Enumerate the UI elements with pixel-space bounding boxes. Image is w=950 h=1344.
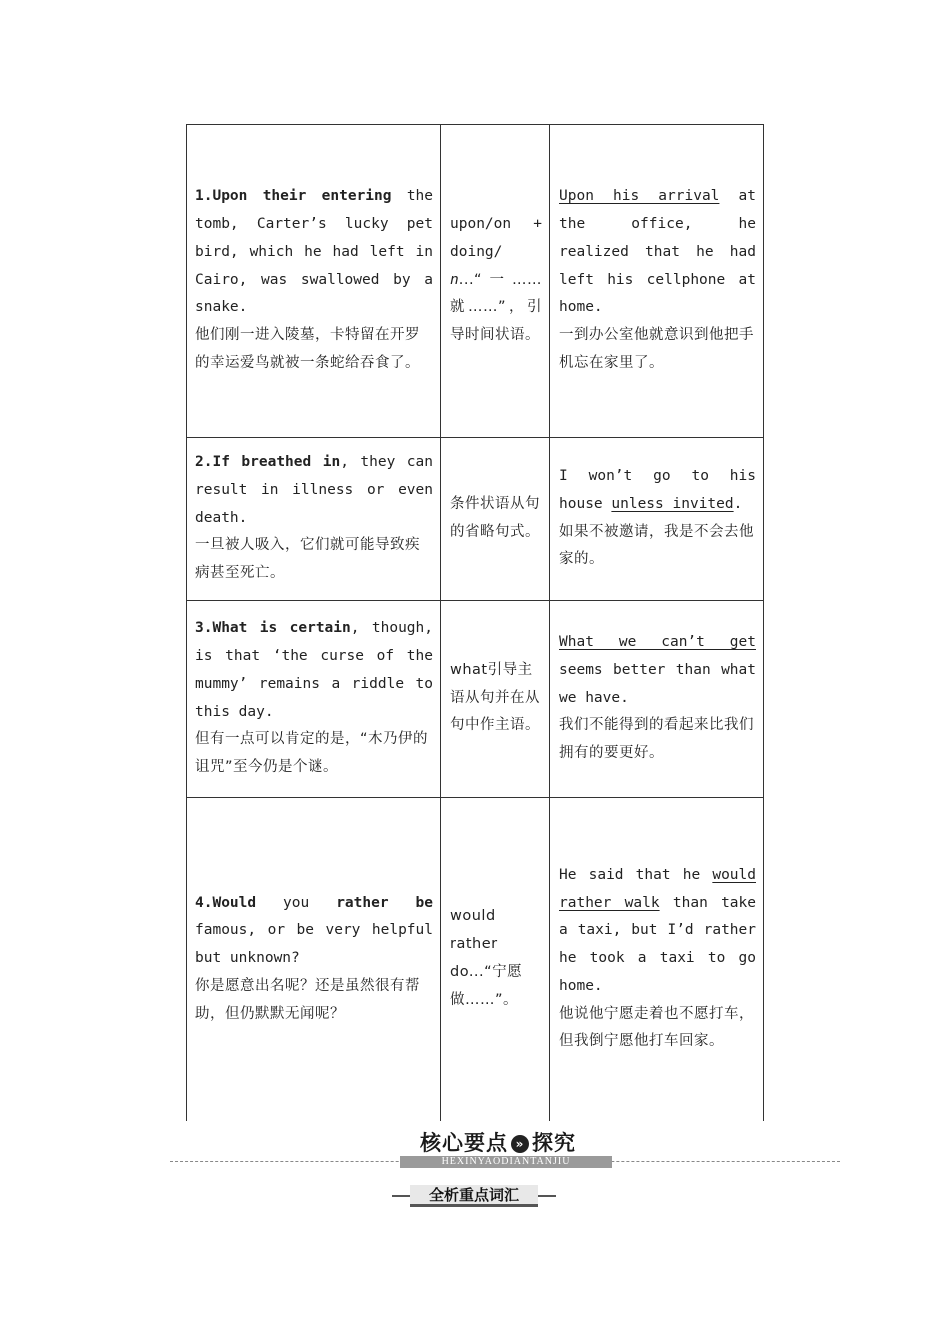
- section-pinyin: HEXINYAODIANTANJIU: [400, 1156, 612, 1168]
- example-translation: 但有一点可以肯定的是，“木乃伊的诅咒”至今仍是个谜。: [195, 731, 429, 776]
- example-sentence: 1.Upon their entering the tomb, Carter’s lucky pet bird, which he had left in Cairo, was swallowed by a snake.: [195, 188, 434, 316]
- grammar-table: [186, 124, 764, 1121]
- double-arrow-icon: »: [511, 1135, 529, 1153]
- usage-example: I won’t go to his house unless invited. 如果不被邀请，我是不会去他家的。: [559, 467, 756, 568]
- subsection-title: 全析重点词汇: [410, 1185, 538, 1207]
- example-sentence: 2.If breathed in, they can result in illness or even death.: [195, 454, 433, 526]
- example-translation: 你是愿意出名呢？还是虽然很有帮助，但仍默默无闻呢？: [195, 977, 420, 1022]
- example-sentence: 3.What is certain, though, is that ‘the curse of the mummy’ remains a riddle to this day.: [195, 620, 433, 720]
- grammar-note: 条件状语从句的省略句式。: [450, 495, 540, 540]
- grammar-note: upon/on + doing/ n...“一……就……”，引导时间状语。: [450, 216, 542, 344]
- usage-example: He said that he would rather walk than take a taxi, but I’d rather he took a taxi to go home. 他说他宁愿走着也不愿打车，但我倒宁愿他打车回家。: [559, 866, 756, 1050]
- table-row: [186, 124, 441, 437]
- example-translation: 一旦被人吸入，它们就可能导致疾病甚至死亡。: [195, 537, 420, 582]
- table-row: [186, 600, 441, 797]
- heading-rule: [538, 1195, 556, 1197]
- example-translation: 他们刚一进入陵墓，卡特留在开罗的幸运爱鸟就被一条蛇给吞食了。: [195, 327, 420, 371]
- heading-rule: [392, 1195, 410, 1197]
- table-row: [186, 437, 441, 600]
- example-sentence: 4.Would you rather be famous, or be very helpful but unknown?: [195, 894, 433, 967]
- subsection-heading: [392, 1185, 556, 1207]
- section-title: 核心要点 » 探究: [420, 1131, 576, 1155]
- grammar-note: would rather do...“宁愿做……”。: [450, 908, 523, 1008]
- section-banner: [170, 1124, 840, 1204]
- table-row: [186, 797, 441, 1121]
- usage-example: What we can’t get seems better than what we have. 我们不能得到的看起来比我们拥有的要更好。: [559, 634, 756, 762]
- usage-example: Upon his arrival at the office, he realized that he had left his cellphone at home. 一到办公室他就意识到他把手机忘在家里了。: [559, 188, 756, 371]
- grammar-note: what引导主语从句并在从句中作主语。: [450, 661, 540, 734]
